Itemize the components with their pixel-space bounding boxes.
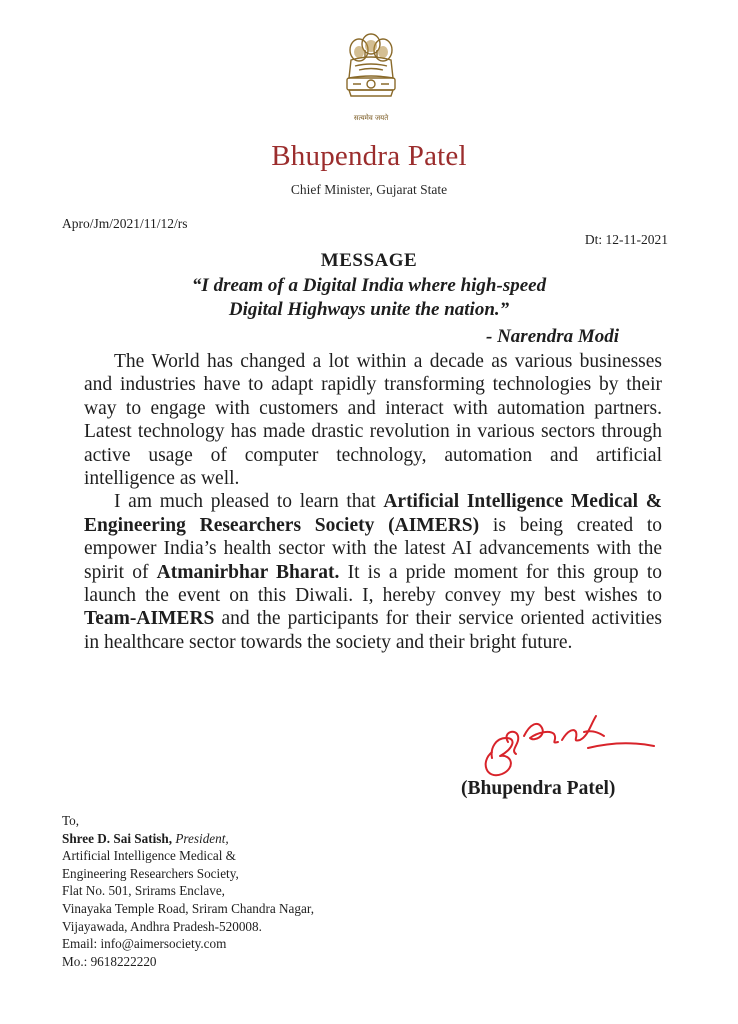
handwritten-signature bbox=[472, 702, 662, 782]
recipient-role: President, bbox=[175, 830, 229, 846]
paragraph-2-text: I am much pleased to learn that bbox=[114, 491, 384, 513]
recipient-name: Shree D. Sai Satish, bbox=[62, 830, 173, 846]
address-email: Email: info@aimersociety.com bbox=[62, 936, 227, 952]
message-body bbox=[84, 350, 662, 654]
quote-author: - Narendra Modi bbox=[486, 326, 620, 347]
paragraph-2-text: and the participants for their service oriented activities in healthcare sector towards the society and their bright future. bbox=[84, 608, 662, 653]
emblem-motto: सत्यमेव जयते bbox=[353, 114, 389, 122]
society-name-bold: Artificial Intelligence Medical & Engineering Researchers Society (AIMERS) bbox=[84, 491, 662, 536]
address-line-5: Vijayawada, Andhra Pradesh-520008. bbox=[62, 918, 262, 934]
address-mobile: Mo.: 9618222220 bbox=[62, 953, 157, 969]
paragraph-2-text: It is a pride moment for this group to launch the event on this Diwali. I, hereby convey my best wishes to bbox=[84, 561, 662, 607]
atmanirbhar-bold: Atmanirbhar Bharat. bbox=[156, 561, 340, 583]
signatory-name: (Bhupendra Patel) bbox=[461, 778, 616, 799]
team-aimers-bold: Team-AIMERS bbox=[84, 608, 215, 630]
letter-date: Dt: 12-11-2021 bbox=[584, 232, 668, 247]
address-line-2: Engineering Researchers Society, bbox=[62, 865, 239, 881]
body-paragraph-1: The World has changed a lot within a decade as various businesses and industries have to adapt rapidly transforming technologies by their way to engage with customers and interact with automation partners. Latest technology has made drastic revolution in various sectors through active usage of computer technology, automation and artificial intelligence as well. bbox=[84, 351, 662, 490]
state-emblem-icon bbox=[335, 26, 407, 136]
message-heading: MESSAGE bbox=[320, 250, 418, 271]
address-line-4: Vinayaka Temple Road, Sriram Chandra Nagar, bbox=[62, 900, 315, 916]
body-paragraph-2 bbox=[84, 490, 662, 654]
address-line-3: Flat No. 501, Srirams Enclave, bbox=[62, 883, 225, 899]
quote-line-1: “I dream of a Digital India where high-speed bbox=[191, 275, 547, 296]
signature-text: B Patel bbox=[472, 702, 475, 703]
letterhead-designation: Chief Minister, Gujarat State bbox=[290, 182, 448, 197]
address-to: To, bbox=[62, 813, 80, 828]
letterhead-name: Bhupendra Patel bbox=[271, 140, 467, 172]
address-line-1: Artificial Intelligence Medical & bbox=[62, 848, 236, 864]
paragraph-2-text: is being created to empower India’s health sector with the latest AI advancements with the spirit of bbox=[84, 514, 663, 583]
reference-number: Apro/Jm/2021/11/12/rs bbox=[62, 216, 188, 231]
quote-block bbox=[0, 274, 738, 322]
quote-line-2: Digital Highways unite the nation.” bbox=[228, 299, 510, 320]
address-recipient-line bbox=[62, 830, 314, 848]
recipient-address bbox=[62, 812, 314, 970]
